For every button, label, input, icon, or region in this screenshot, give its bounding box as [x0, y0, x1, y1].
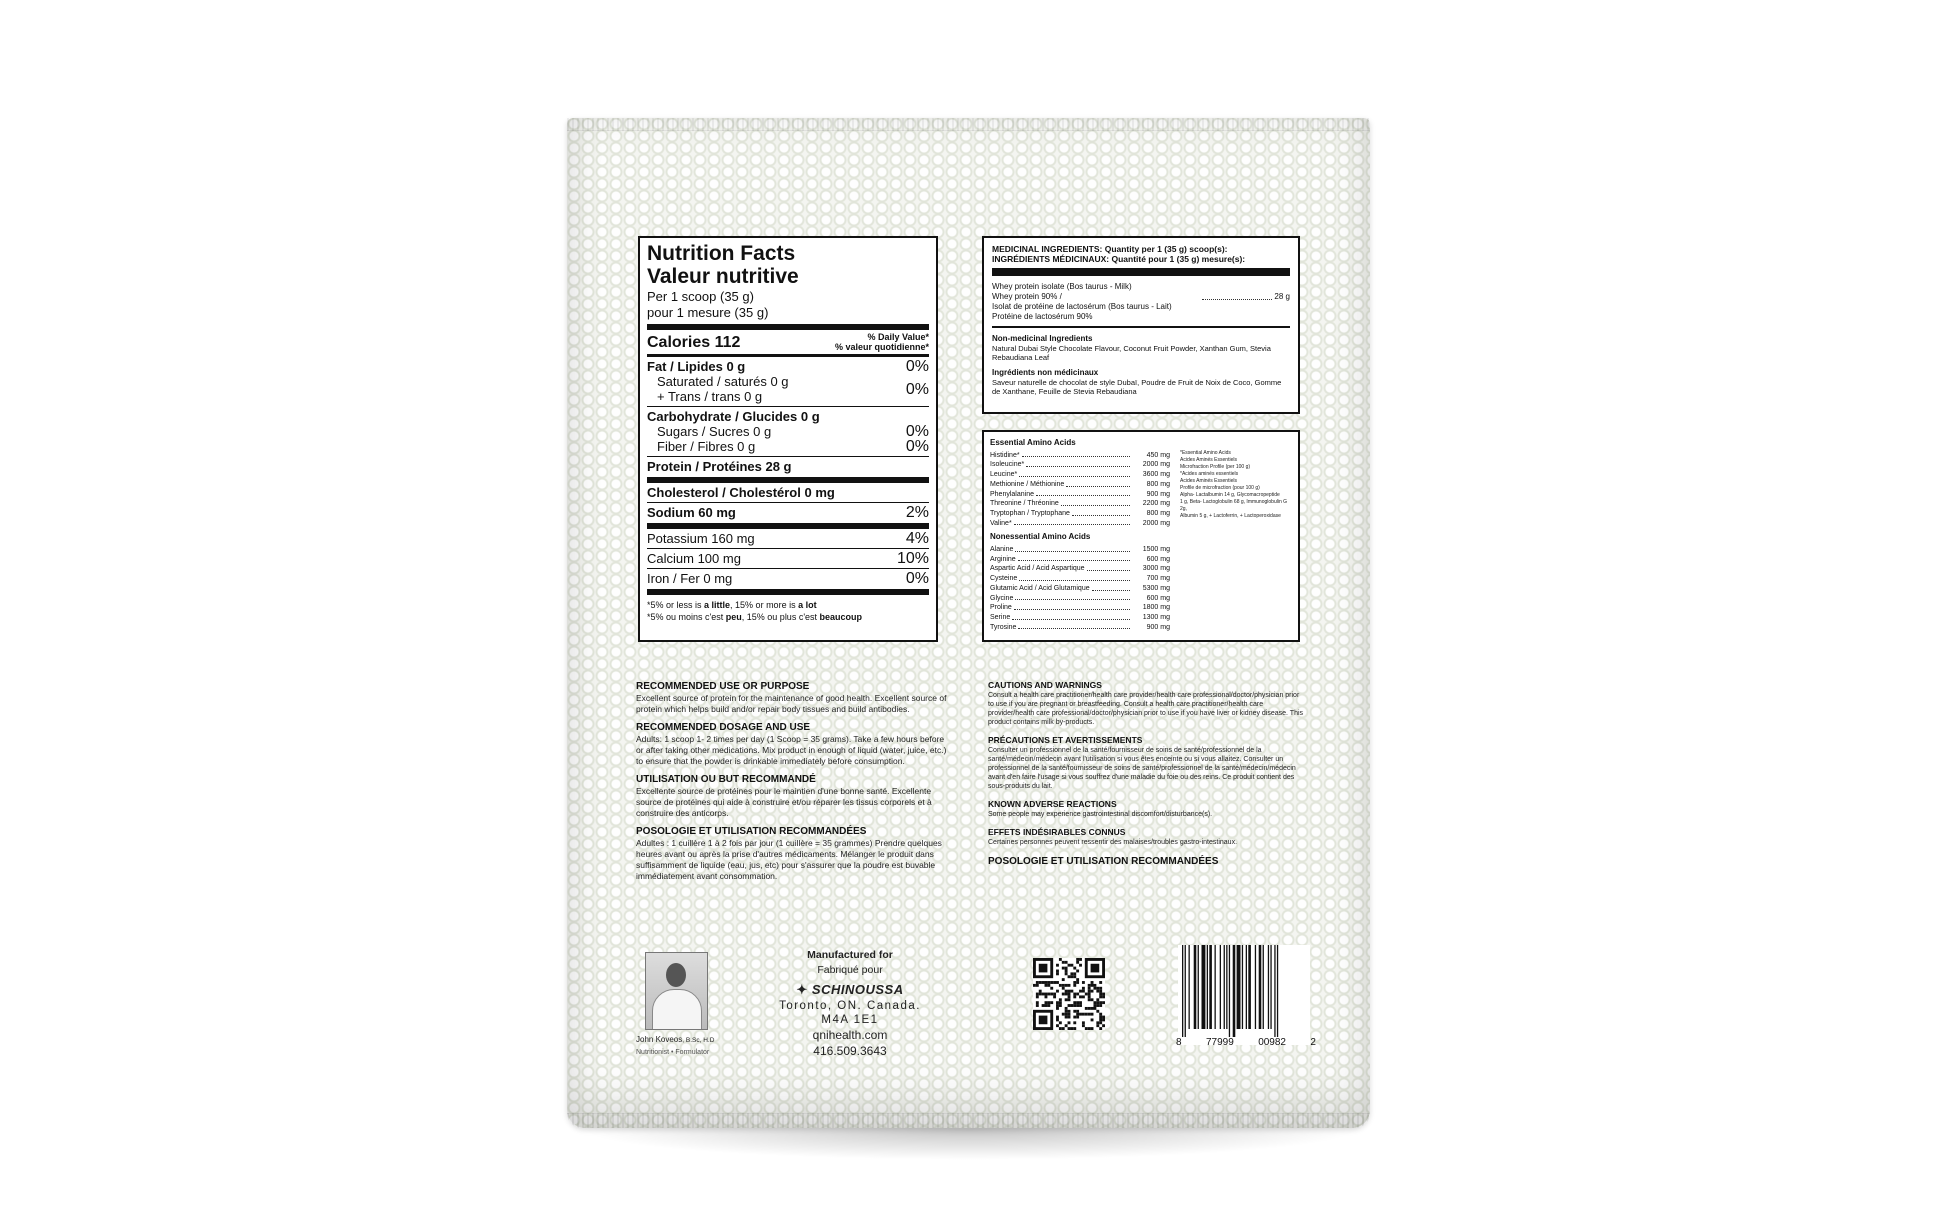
cholesterol-row — [647, 485, 929, 500]
recommended-dosage-text: Adults: 1 scoop 1- 2 times per day (1 Scoop = 35 grams). Take a few hours before or after taking other medications. Mix product in enough of liquid (water, juice, etc.) to ensure that the powder is drinkable immediately before consumption. — [636, 734, 947, 766]
phone: 416.509.3643 — [813, 1044, 887, 1058]
amino-value: 600 mg — [1146, 594, 1170, 602]
footnote-bold: a little — [704, 600, 731, 610]
amino-row — [990, 480, 1170, 490]
amino-value: 600 mg — [1146, 555, 1170, 563]
sugars-row — [647, 424, 929, 439]
essential-head: Essential Amino Acids — [990, 438, 1076, 447]
footnote-text: , 15% or more is — [730, 600, 799, 610]
barcode — [1178, 945, 1310, 1045]
amino-row — [990, 470, 1170, 480]
effets-head: EFFETS INDÉSIRABLES CONNUS — [988, 827, 1126, 837]
barcode-digits — [1176, 1037, 1316, 1048]
nutrition-divider — [647, 406, 929, 407]
leader-dots — [1014, 603, 1130, 610]
brand-name: SCHINOUSSA — [811, 982, 904, 997]
nutrition-title-fr: Valeur nutritive — [647, 265, 799, 288]
formulator-photo — [645, 952, 708, 1030]
amino-note: Albumin 5 g, + Lactoferrin, + Lactoperoxidase — [1180, 513, 1281, 519]
amino-name: Tyrosine — [990, 623, 1017, 631]
leader-dots — [1018, 623, 1130, 630]
manufactured-for: Manufactured for — [807, 949, 893, 961]
carb-label: Carbohydrate / Glucides 0 g — [647, 409, 820, 424]
amino-name: Histidine* — [990, 451, 1020, 459]
amino-value: 700 mg — [1146, 575, 1170, 583]
person-body-shape — [652, 989, 702, 1030]
amino-name: Arginine — [990, 555, 1016, 563]
medicinal-bar — [992, 268, 1290, 276]
amino-name: Leucine* — [990, 471, 1018, 479]
barcode-bars-icon — [1178, 945, 1310, 1037]
amino-row — [990, 460, 1170, 470]
amino-value: 5300 mg — [1142, 584, 1170, 592]
adverse-head: KNOWN ADVERSE REACTIONS — [988, 799, 1117, 809]
sodium-label: Sodium 60 mg — [647, 505, 736, 520]
amino-name: Phenylalanine — [990, 490, 1034, 498]
amino-value: 1500 mg — [1142, 546, 1170, 554]
amino-name: Valine* — [990, 519, 1012, 527]
left-text-column — [636, 680, 954, 882]
person-head-shape — [666, 963, 686, 987]
nutrition-title-en: Nutrition Facts — [647, 242, 796, 265]
amino-row — [990, 499, 1170, 509]
nutrition-divider — [647, 354, 929, 357]
amino-value: 800 mg — [1146, 480, 1170, 488]
leader-dots — [1019, 574, 1130, 581]
medicinal-line-4: Protéine de lactosérum 90% — [992, 312, 1093, 321]
amino-name: Alanine — [990, 546, 1014, 554]
amino-note: Acides Aminés Essentiels — [1180, 457, 1237, 463]
saturated-pct: 0% — [905, 380, 929, 398]
sugars-pct: 0% — [905, 423, 929, 440]
amino-name: Glycine — [990, 594, 1014, 602]
protein-label: Protein / Protéines 28 g — [647, 459, 792, 474]
leader-dots — [1019, 470, 1130, 477]
daily-value-en: % Daily Value* — [867, 332, 929, 342]
amino-row — [990, 574, 1170, 584]
fiber-label: Fiber / Fibres 0 g — [657, 439, 756, 454]
amino-name: Threonine / Thréonine — [990, 500, 1059, 508]
nonmed-list-fr: Saveur naturelle de chocolat de style Dubaï, Poudre de Fruit de Noix de Coco, Gomme de Xanthane, Feuille de Stevia Rebaudiana — [992, 378, 1282, 396]
serving-size-fr: pour 1 mesure (35 g) — [647, 305, 769, 320]
sugars-label: Sugars / Sucres 0 g — [657, 424, 772, 439]
saturated-trans-label — [647, 374, 789, 404]
iron-row — [647, 571, 929, 586]
saturated-label: Saturated / saturés 0 g — [657, 374, 789, 389]
website: qnihealth.com — [812, 1028, 888, 1042]
precautions-head: PRÉCAUTIONS ET AVERTISSEMENTS — [988, 735, 1143, 745]
effets-text: Certaines personnes peuvent ressentir des malaises/troubles gastro-intestinaux. — [988, 839, 1238, 846]
amino-value: 3600 mg — [1142, 471, 1170, 479]
amino-value: 450 mg — [1146, 451, 1170, 459]
amino-value: 900 mg — [1146, 623, 1170, 631]
leader-dots — [1072, 509, 1130, 516]
leader-dots — [1087, 564, 1130, 571]
cholesterol-label: Cholesterol / Cholestérol 0 mg — [647, 485, 835, 500]
amino-name: Serine — [990, 613, 1011, 621]
fiber-row — [647, 439, 929, 454]
leader-dots — [1015, 545, 1130, 552]
formulator-name: John Koveos — [636, 1035, 683, 1044]
amino-note: *Essential Amino Acids — [1180, 450, 1231, 456]
amino-value: 2000 mg — [1142, 461, 1170, 469]
nonmed-list-en: Natural Dubai Style Chocolate Flavour, Coconut Fruit Powder, Xanthan Gum, Stevia Rebaudiana Leaf — [992, 344, 1271, 362]
amino-row — [990, 490, 1170, 500]
nonmed-head-en: Non-medicinal Ingredients — [992, 334, 1093, 343]
amino-row — [990, 594, 1170, 604]
amino-note: Alpha- Lactalbumin 14 g, Glycomacropeptide — [1180, 492, 1280, 498]
calories: Calories 112 — [647, 334, 741, 351]
medicinal-line-1: Whey protein isolate (Bos taurus - Milk) — [992, 282, 1132, 291]
precautions-text: Consulter un professionnel de la santé/fournisseur de soins de santé/professionnel de la santé/médecin/médecin avant l'utilisation si vous êtes enceinte ou si vous allaitez. Consulter un professionnel de la santé/fournisseur de soins de santé/professionnel de la santé/médecin/médecin avant d'en faire l'usage si vous souffrez d'une maladie du foie ou des reins. Ce produit contient des sous-produits du lait. — [988, 747, 1296, 790]
amino-value: 2200 mg — [1142, 500, 1170, 508]
utilisation-head: UTILISATION OU BUT RECOMMANDÉ — [636, 774, 816, 785]
amino-row — [990, 623, 1170, 633]
recommended-use-head: RECOMMENDED USE OR PURPOSE — [636, 681, 810, 692]
medicinal-line-3: Isolat de protéine de lactosérum (Bos taurus - Lait) — [992, 302, 1172, 311]
calories-row — [647, 332, 929, 352]
potassium-row — [647, 531, 929, 546]
formulator-credentials: , B.Sc, H.D — [682, 1037, 715, 1044]
iron-pct: 0% — [905, 570, 929, 587]
serving-size-en: Per 1 scoop (35 g) — [647, 289, 754, 304]
amino-row — [990, 555, 1170, 565]
footnote-fr — [647, 611, 929, 623]
medicinal-line-2-label: Whey protein 90% / — [992, 292, 1062, 301]
leader-dots — [1018, 555, 1130, 562]
amino-row — [990, 584, 1170, 594]
amino-notes — [1170, 450, 1290, 632]
carb-row — [647, 409, 929, 424]
fat-pct: 0% — [905, 358, 929, 375]
amino-row — [990, 564, 1170, 574]
calcium-label: Calcium 100 mg — [647, 551, 741, 566]
fabrique-pour: Fabriqué pour — [817, 964, 883, 976]
medicinal-head-fr: INGRÉDIENTS MÉDICINAUX: Quantité pour 1 (35 g) mesure(s): — [992, 254, 1246, 264]
barcode-digit: 00982 — [1258, 1037, 1286, 1048]
trans-label: + Trans / trans 0 g — [657, 389, 763, 404]
nutrition-divider — [647, 589, 929, 595]
amino-row — [990, 545, 1170, 555]
amino-name: Aspartic Acid / Acid Aspartique — [990, 565, 1085, 573]
nutrition-divider — [647, 502, 929, 503]
amino-acids-panel — [982, 430, 1300, 642]
posologie-head: POSOLOGIE ET UTILISATION RECOMMANDÉES — [636, 826, 867, 837]
amino-name: Cysteine — [990, 575, 1018, 583]
amino-value: 900 mg — [1146, 490, 1170, 498]
amino-value: 3000 mg — [1142, 565, 1170, 573]
posologie-text: Adultes : 1 cuillère 1 à 2 fois par jour (1 cuillère = 35 grammes) Prendre quelques heures avant ou après la prise d'autres médicaments. Mélanger le produit dans suffisamment de liquide (eau, jus, etc) pour s'assurer que la poudre est buvable immédiatement avant consommation. — [636, 838, 942, 881]
nutrition-facts-panel — [638, 236, 938, 642]
amino-value: 1300 mg — [1142, 613, 1170, 621]
footnote-en — [647, 599, 929, 611]
medicinal-ingredients-panel — [982, 236, 1300, 414]
amino-name: Glutamic Acid / Acid Glutamique — [990, 584, 1090, 592]
formulator-signature — [636, 1034, 714, 1059]
barcode-digit: 2 — [1310, 1037, 1316, 1048]
amino-value: 2000 mg — [1142, 519, 1170, 527]
leader-dots — [1092, 584, 1130, 591]
leader-dots — [1066, 480, 1130, 487]
leader-dots — [1026, 460, 1130, 467]
medicinal-divider — [992, 326, 1290, 328]
leader-dots — [1012, 613, 1130, 620]
medicinal-head-en: MEDICINAL INGREDIENTS: Quantity per 1 (35 g) scoop(s): — [992, 244, 1228, 254]
nutrition-divider — [647, 548, 929, 549]
footnote-bold: beaucoup — [819, 612, 863, 622]
address-line-1: Toronto, ON. Canada. — [779, 1000, 921, 1012]
amino-name: Proline — [990, 604, 1012, 612]
manufacturer-block — [770, 948, 930, 1059]
medicinal-line-2 — [992, 292, 1290, 302]
nutrition-divider — [647, 324, 929, 330]
nutrition-divider — [647, 523, 929, 529]
amino-value: 1800 mg — [1142, 604, 1170, 612]
footnote-text: , 15% ou plus c'est — [741, 612, 820, 622]
cautions-text: Consult a health care practitioner/health care provider/health care professional/doctor/physician prior to use if you are pregnant or breastfeeding. Consult a health care practitioner/health care provider/health care professional/doctor/physician prior to use if you have liver or kidney disease. This product contains milk by-products. — [988, 692, 1304, 726]
posologie-head-right: POSOLOGIE ET UTILISATION RECOMMANDÉES — [988, 856, 1219, 867]
leader-dots — [1022, 451, 1130, 458]
cautions-head: CAUTIONS AND WARNINGS — [988, 680, 1102, 690]
footnote-bold: peu — [725, 612, 742, 622]
recommended-dosage-head: RECOMMENDED DOSAGE AND USE — [636, 722, 811, 733]
qr-code-icon — [1033, 958, 1105, 1030]
brand-mark-icon: ✦ — [796, 982, 808, 997]
fat-row — [647, 359, 929, 374]
amino-row — [990, 519, 1170, 529]
nutrition-divider — [647, 477, 929, 483]
leader-dots — [1061, 499, 1130, 506]
bag-bottom-seal — [567, 1113, 1370, 1128]
footnote-bold: a lot — [798, 600, 817, 610]
amino-row — [990, 613, 1170, 623]
formulator-role: Nutritionist • Formulator — [636, 1049, 710, 1056]
formulator-name-line — [636, 1034, 714, 1047]
amino-value: 800 mg — [1146, 509, 1170, 517]
adverse-text: Some people may experience gastrointestinal discomfort/disturbance(s). — [988, 811, 1213, 818]
barcode-digit: 77999 — [1205, 1037, 1234, 1048]
leader-dots — [1015, 594, 1130, 601]
nutrition-divider — [647, 568, 929, 569]
daily-value-header — [835, 332, 929, 352]
amino-name: Methionine / Méthionine — [990, 480, 1065, 488]
amino-row — [990, 603, 1170, 613]
amino-name: Isoleucine* — [990, 461, 1025, 469]
amino-note: Microfraction Profile (per 100 g) — [1180, 464, 1251, 470]
amino-row — [990, 451, 1170, 461]
potassium-label: Potassium 160 mg — [647, 531, 755, 546]
essential-amino-list — [990, 451, 1170, 529]
nonessential-amino-list — [990, 545, 1170, 632]
address-line-2: M4A 1E1 — [821, 1014, 879, 1026]
amino-columns — [990, 438, 1292, 632]
brand-logo — [770, 982, 930, 997]
bag-top-seal — [567, 118, 1370, 131]
sodium-row — [647, 505, 929, 520]
nonmed-head-fr: Ingrédients non médicinaux — [992, 368, 1099, 377]
leader-dots — [1036, 490, 1130, 497]
amino-note: 1 g, Beta- Lactoglobulin 68 g, Immunoglobulin G 2g, — [1180, 499, 1288, 512]
amino-note: Profile de microfraction (pour 100 g) — [1180, 485, 1260, 491]
utilisation-text: Excellente source de protéines pour le maintien d'une bonne santé. Excellente source de protéines qui aide à construire et/ou réparer les tissus corporels et à construire des anticorps. — [636, 786, 932, 818]
daily-value-fr: % valeur quotidienne* — [834, 342, 929, 352]
footnote-text: *5% or less is — [647, 600, 705, 610]
medicinal-amount: 28 g — [1274, 292, 1290, 301]
nutrition-divider — [647, 456, 929, 457]
fat-label: Fat / Lipides 0 g — [647, 359, 746, 374]
leader-dots — [1014, 519, 1130, 526]
saturated-row — [647, 374, 929, 404]
calcium-row — [647, 551, 929, 566]
nonessential-head: Nonessential Amino Acids — [990, 532, 1091, 542]
amino-list — [990, 438, 1170, 632]
sodium-pct: 2% — [905, 504, 929, 521]
iron-label: Iron / Fer 0 mg — [647, 571, 733, 586]
calcium-pct: 10% — [896, 550, 929, 567]
recommended-use-text: Excellent source of protein for the maintenance of good health. Excellent source of protein which helps build and/or repair body tissues and build antibodies. — [636, 693, 947, 714]
footnote-text: *5% ou moins c'est — [647, 612, 726, 622]
right-text-column — [988, 680, 1306, 868]
protein-row — [647, 459, 929, 474]
amino-row — [990, 509, 1170, 519]
barcode-digit: 8 — [1176, 1037, 1182, 1048]
fiber-pct: 0% — [905, 438, 929, 455]
amino-note: *Acides aminés essentiels — [1180, 471, 1239, 477]
potassium-pct: 4% — [905, 530, 929, 547]
nutrition-footnote — [647, 599, 929, 623]
amino-note: Acides Aminés Essentiels — [1180, 478, 1237, 484]
amino-name: Tryptophan / Tryptophane — [990, 509, 1070, 517]
